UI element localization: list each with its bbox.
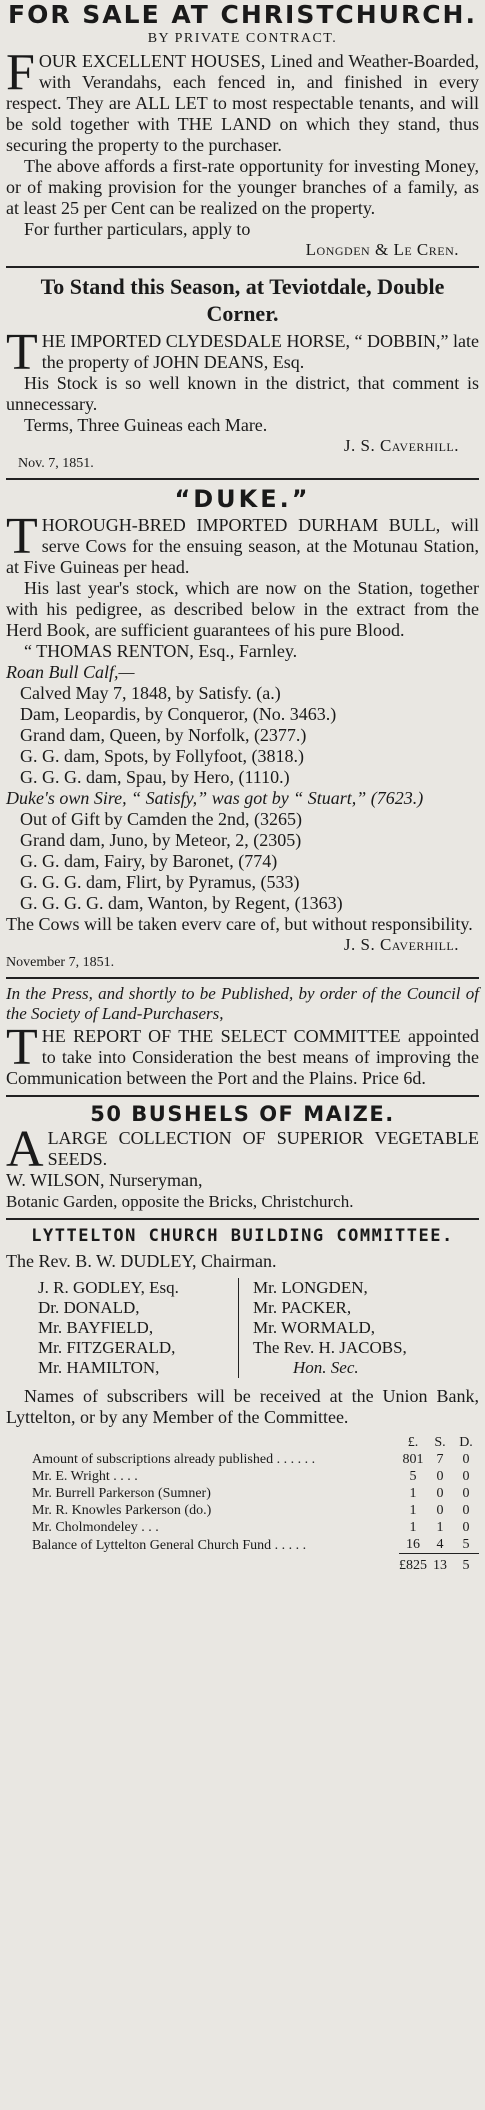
table-row: Amount of subscriptions already published . . . . . . 801 7 0 <box>32 1452 470 1467</box>
list-item: Mr. FITZGERALD, <box>38 1338 176 1357</box>
drop-cap: T <box>6 508 38 565</box>
paragraph: Botanic Garden, opposite the Bricks, Christchurch. <box>6 1192 354 1211</box>
divider <box>6 478 479 480</box>
list-item: J. R. GODLEY, Esq. <box>38 1278 179 1297</box>
list-item: G. G. G. dam, Flirt, by Pyramus, (533) <box>20 872 300 892</box>
paragraph: LARGE COLLECTION OF SUPERIOR VEGETABLE SEEDS. <box>47 1128 479 1169</box>
headline: LYTTELTON CHURCH BUILDING COMMITTEE. <box>31 1226 454 1246</box>
list-item: G. G. G. dam, Spau, by Hero, (1110.) <box>20 767 290 787</box>
table-row: Balance of Lyttelton General Church Fund . . . . . 16 4 5 <box>32 1537 470 1553</box>
table-row: Mr. E. Wright . . . . 5 0 0 <box>32 1469 470 1484</box>
list-item: Out of Gift by Camden the 2nd, (3265) <box>20 809 302 829</box>
col-header: S. <box>434 1435 446 1450</box>
ad-report <box>6 984 479 1089</box>
list-item: Calved May 7, 1848, by Satisfy. (a.) <box>20 683 281 703</box>
ad-duke <box>6 485 479 971</box>
signature: J. S. Caverhill. <box>343 935 459 954</box>
divider <box>6 266 479 268</box>
signature: Longden & Le Cren. <box>305 240 459 259</box>
list-item: Mr. HAMILTON, <box>38 1358 160 1377</box>
paragraph: His last year's stock, which are now on the Station, together with his pedigree, as described below in the extract from the Herd Book, are sufficient guarantees of his pure Blood. <box>6 578 479 640</box>
drop-cap: A <box>6 1121 44 1178</box>
list-item: Grand dam, Juno, by Meteor, 2, (2305) <box>20 830 302 850</box>
drop-cap: T <box>6 1019 38 1076</box>
list-item: Dam, Leopardis, by Conqueror, (No. 3463.) <box>20 704 337 724</box>
paragraph: For further particulars, apply to <box>24 219 251 239</box>
list-item: Mr. PACKER, <box>253 1298 352 1317</box>
date: November 7, 1851. <box>6 955 115 970</box>
subscription-table <box>6 1434 479 1574</box>
list-item: Hon. Sec. <box>293 1358 359 1377</box>
list-item: Dr. DONALD, <box>38 1298 140 1317</box>
paragraph: HE REPORT OF THE SELECT COMMITTEE appointed to take into Consideration the best means of improving the Communication between the Port and the Plains. Price 6d. <box>6 1026 479 1088</box>
col-header: £. <box>407 1435 419 1450</box>
list-item: Mr. WORMALD, <box>253 1318 375 1337</box>
drop-cap: T <box>6 324 38 381</box>
list-item: The Rev. H. JACOBS, <box>253 1338 407 1357</box>
signature: J. S. Caverhill. <box>343 436 459 455</box>
drop-cap: F <box>6 44 35 101</box>
table-row: Mr. R. Knowles Parkerson (do.) 1 0 0 <box>32 1503 470 1518</box>
paragraph: His Stock is so well known in the district, that comment is unnecessary. <box>6 373 479 414</box>
paragraph: Roan Bull Calf,— <box>6 662 135 682</box>
paragraph: The above affords a first-rate opportunity for investing Money, or of making provision for the younger branches of a family, as at least 25 per Cent can be realized on the property. <box>6 156 479 218</box>
list-item: G. G. G. G. dam, Wanton, by Regent, (1363) <box>20 893 343 913</box>
intro: In the Press, and shortly to be Published, by order of the Council of the Society of Land-Purchasers, <box>6 984 479 1023</box>
table-row: Mr. Burrell Parkerson (Sumner) 1 0 0 <box>32 1486 470 1501</box>
table-row: Mr. Cholmondeley . . . 1 1 0 <box>32 1520 470 1535</box>
headline: 50 BUSHELS OF MAIZE. <box>90 1102 395 1126</box>
pedigree-list <box>6 809 479 914</box>
chairman: The Rev. B. W. DUDLEY, Chairman. <box>6 1251 277 1271</box>
subhead: BY PRIVATE CONTRACT. <box>147 31 338 46</box>
list-item: G. G. dam, Fairy, by Baronet, (774) <box>20 851 278 871</box>
divider <box>6 977 479 979</box>
list-item: Mr. BAYFIELD, <box>38 1318 154 1337</box>
ad-lyttelton-church <box>6 1225 479 1574</box>
paragraph: HE IMPORTED CLYDESDALE HORSE, “ DOBBIN,” late the property of JOHN DEANS, Esq. <box>41 331 479 372</box>
divider <box>6 1095 479 1097</box>
divider <box>6 1218 479 1220</box>
col-header: D. <box>459 1435 473 1450</box>
paragraph: Duke's own Sire, “ Satisfy,” was got by “ Stuart,” (7623.) <box>6 788 424 808</box>
paragraph: Names of subscribers will be received at the Union Bank, Lyttelton, or by any Member of the Committee. <box>6 1386 479 1427</box>
headline: To Stand this Season, at Teviotdale, Double Corner. <box>40 274 445 326</box>
table-total: £825 13 5 <box>6 1554 479 1575</box>
paragraph: OUR EXCELLENT HOUSES, Lined and Weather-Boarded, with Verandahs, each fenced in, and finished in every respect. They are ALL LET to most respectable tenants, and will be sold together with THE LAND on which they stand, thus securing the property to the purchaser. <box>6 51 479 155</box>
paragraph: “ THOMAS RENTON, Esq., Farnley. <box>24 641 298 661</box>
committee-members <box>6 1278 479 1378</box>
paragraph: W. WILSON, Nurseryman, <box>6 1170 203 1190</box>
date: Nov. 7, 1851. <box>18 456 94 471</box>
pedigree-list <box>6 683 479 788</box>
paragraph: The Cows will be taken everv care of, but without responsibility. <box>6 914 473 934</box>
paragraph: HOROUGH-BRED IMPORTED DURHAM BULL, will serve Cows for the ensuing season, at the Motunau Station, at Five Guineas per head. <box>6 515 479 577</box>
ad-stallion <box>6 273 479 472</box>
table-header <box>6 1434 479 1451</box>
ad-maize <box>6 1102 479 1212</box>
paragraph: Terms, Three Guineas each Mare. <box>24 415 268 435</box>
list-item: Grand dam, Queen, by Norfolk, (2377.) <box>20 725 307 745</box>
headline: “DUKE.” <box>174 485 311 513</box>
ad-for-sale <box>6 0 479 260</box>
headline: FOR SALE AT CHRISTCHURCH. <box>8 0 477 29</box>
list-item: G. G. dam, Spots, by Follyfoot, (3818.) <box>20 746 305 766</box>
list-item: Mr. LONGDEN, <box>253 1278 368 1297</box>
